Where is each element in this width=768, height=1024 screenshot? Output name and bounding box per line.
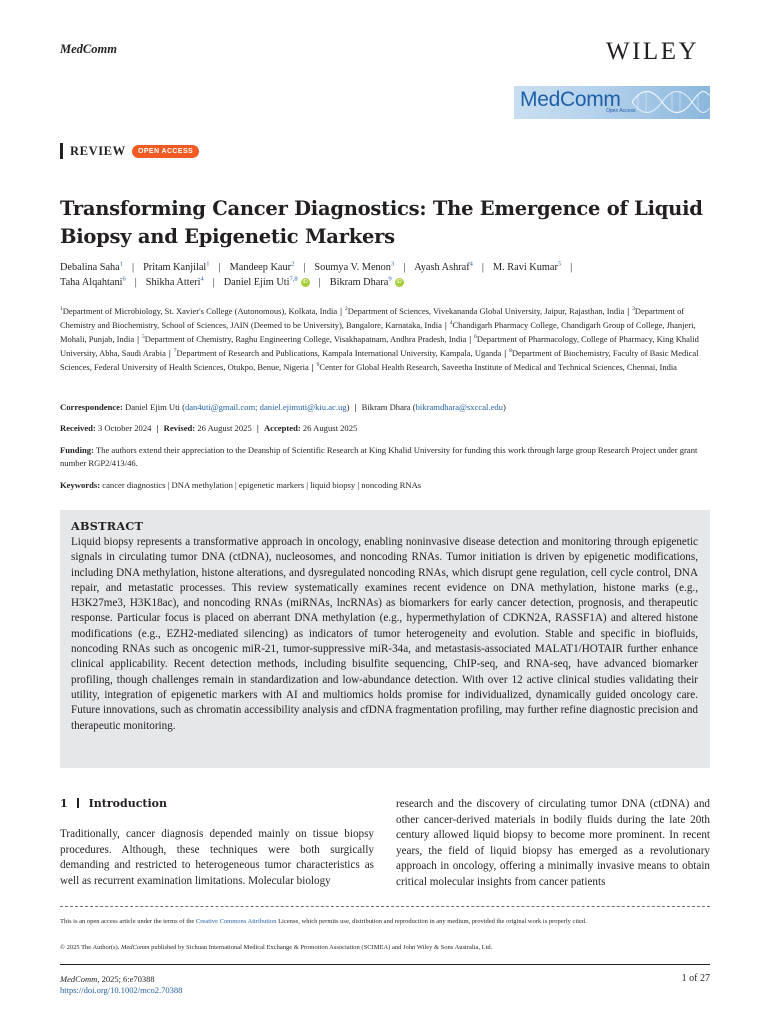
author-list-line-2 [60, 277, 720, 288]
keyword-separator: | [232, 480, 239, 490]
funding-label: Funding: [60, 445, 94, 455]
affiliation-item [317, 362, 677, 372]
revised-date: 26 August 2025 [197, 423, 252, 433]
section-number: 1 [60, 797, 68, 810]
copyright-journal: MedComm [120, 944, 150, 951]
keywords-label: Keywords: [60, 480, 101, 490]
affiliations [60, 305, 710, 375]
author-separator: | [403, 262, 406, 273]
abstract-heading: ABSTRACT [71, 519, 144, 533]
citation [60, 974, 155, 986]
author-separator: | [318, 277, 321, 288]
journal-logo[interactable] [514, 86, 710, 119]
correspondence-name-2: Bikram Dhara [361, 402, 411, 412]
affiliation-text: Department of Research and Publications, Kampala International University, Kampala, Uganda [176, 347, 502, 358]
correspondence: Correspondence: Daniel Ejim Uti (dan4uti@gmail.com; daniel.ejimuti@kiu.ac.ug) | Bikram Dhara (bikramdhara@sxccal.edu) [60, 402, 506, 412]
author[interactable] [414, 262, 473, 273]
section-divider [77, 798, 79, 808]
article-type-bar [60, 143, 63, 159]
footnote-divider [60, 906, 710, 907]
author-affiliation-ref: 6 [122, 275, 126, 283]
affiliation-separator: | [469, 333, 472, 344]
article-dates: Received: 3 October 2024 | Revised: 26 August 2025 | Accepted: 26 August 2025 [60, 423, 358, 433]
author-name: Mandeep Kaur [229, 262, 292, 273]
affiliation-item [345, 306, 624, 316]
journal-name: MedComm [60, 42, 117, 56]
affiliation-item [60, 306, 337, 316]
body-text-left-column: Traditionally, cancer diagnosis depended mainly on tissue biopsy procedures. Although, these techniques were both surgically demanding and restricted to heterogeneous tumor characteristics as well as recurrent examination limitations. Molecular biology [60, 828, 374, 887]
author-name: Shikha Atteri [145, 277, 201, 288]
received-date: 3 October 2024 [97, 423, 152, 433]
doi-link[interactable]: https://doi.org/10.1002/mco2.70388 [60, 985, 183, 995]
author-affiliation-ref: 4 [200, 275, 204, 283]
correspondence-name-1: Daniel Ejim Uti [125, 402, 180, 412]
affiliation-separator: | [627, 306, 630, 316]
author[interactable] [146, 277, 204, 288]
correspondence-email-2[interactable]: bikramdhara@sxccal.edu [415, 402, 503, 412]
abstract-text: Liquid biopsy represents a transformative approach in oncology, enabling noninvasive disease detection and monitoring through epigenetic signals in circulating tumor DNA (ctDNA), nucleosomes, and noncoding RNAs. Tumor initiation is driven by epigenetic modifications, including DNA methylation, histone alterations, and dysregulated noncoding RNAs, which disrupt gene regulation, cell cycle control, DNA repair, and metastatic processes. This review systematically examines recent evidence on DNA methylation, histone marks (e.g., H3K27me3, H3K18ac), and noncoding RNAs (miRNAs, lncRNAs) as biomarkers for early cancer detection, prognosis, and therapeutic response. Particular focus is placed on aberrant DNA methylation (e.g., hypermethylation of CDKN2A, RASSF1A) and altered histone modifications (e.g., EZH2-mediated silencing) as indicators of tumor heterogeneity and evolution. Stable and specific in biofluids, noncoding RNAs such as oncogenic miR-21, tumor-suppressive miR-34a, and metastasis-associated MALAT1/HOTAIR further enhance clinical applicability. Recent detection methods, including bisulfite sequencing, ChIP-seq, and RNA-seq, have advanced biomarker profiling, though challenges remain in standardization and low-abundance detection. With over 12 active clinical studies validating their utility, integration of epigenetic markers with AI and multiomics holds promise for individualized, dynamically guided oncology care. Future innovations, such as chromatin accessibility analysis and cfDNA fragmentation profiling, may further refine diagnostic precision and therapeutic monitoring. [71, 536, 698, 732]
article-title: Transforming Cancer Diagnostics: The Emergence of Liquid Biopsy and Epigenetic Markers [60, 197, 703, 248]
author-affiliation-ref: 7,8 [289, 275, 298, 283]
keyword[interactable]: cancer diagnostics [102, 480, 166, 490]
author-name: M. Ravi Kumar [492, 262, 558, 273]
license-text-post: License, which permits use, distribution and reproduction in any medium, provided the original work is properly cited. [276, 918, 587, 925]
keyword-separator: | [165, 480, 172, 490]
author-separator: | [132, 262, 135, 273]
author-separator: | [218, 262, 221, 273]
affiliation-separator: | [504, 347, 507, 358]
author-affiliation-ref: 9 [388, 275, 392, 283]
section-title: Introduction [88, 797, 167, 810]
dna-helix-icon [632, 86, 710, 119]
author[interactable] [230, 262, 295, 273]
correspondence-label: Correspondence: [60, 402, 123, 412]
keywords [60, 479, 710, 492]
footer-divider [60, 964, 710, 965]
revised-label: Revised: [163, 423, 196, 433]
publisher-logo[interactable]: WILEY [606, 38, 700, 65]
author-name: Bikram Dhara [329, 277, 389, 288]
keyword-list [102, 480, 421, 490]
journal-logo-text: MedComm [520, 88, 621, 111]
article-type: REVIEW [70, 144, 126, 158]
author-affiliation-ref: 4 [469, 260, 473, 268]
author-name: Soumya V. Menon [314, 262, 391, 273]
affiliation-number: 1 [60, 306, 63, 313]
author[interactable] [314, 262, 394, 273]
author-separator: | [212, 277, 215, 288]
affiliation-separator: | [168, 347, 171, 358]
section-heading [60, 797, 167, 810]
citation-volume: , 2025; 6:e70388 [97, 974, 155, 984]
accepted-date: 26 August 2025 [302, 423, 358, 433]
copyright-pre: © 2025 The Author(s). [60, 944, 121, 951]
funding [60, 444, 710, 470]
keyword-separator: | [304, 480, 311, 490]
affiliation-text: Chandigarh Pharmacy College, Chandigarh Group of College, Jhanjeri, Mohali, Punjab, India [60, 319, 696, 344]
affiliation-number: 5 [142, 333, 145, 340]
citation-journal: MedComm [60, 974, 98, 984]
license-link[interactable]: Creative Commons Attribution [195, 918, 277, 925]
orcid-icon[interactable]: iD [302, 279, 308, 286]
orcid-icon[interactable]: iD [396, 279, 402, 286]
affiliation-separator: | [340, 306, 342, 316]
author-name: Daniel Ejim Uti [223, 277, 290, 288]
author[interactable] [493, 262, 561, 273]
affiliation-text: Department of Sciences, Vivekananda Global University, Jaipur, Rajasthan, India [347, 306, 625, 316]
affiliation-text: Department of Biochemistry, Faculty of Basic Medical Sciences, Federal University of Health Sciences, Otukpo, Benue, Nigeria [60, 347, 699, 372]
author[interactable] [143, 262, 209, 273]
author-affiliation-ref: 5 [557, 260, 562, 268]
page-number: 1 of 27 [681, 973, 710, 984]
affiliation-number: 4 [449, 320, 453, 327]
affiliation-number: 2 [344, 306, 348, 313]
author-affiliation-ref: 1 [206, 260, 210, 268]
journal-logo-subtext: Open Access [606, 108, 636, 114]
author-name: Taha Alqahtani [60, 277, 123, 288]
affiliation-separator: | [311, 361, 314, 372]
keyword[interactable]: DNA methylation [171, 480, 233, 490]
affiliation-text: Department of Pharmacology, College of Pharmacy, King Khalid University, Abha, Saudi Arabia [60, 333, 699, 358]
affiliation-number: 6 [474, 333, 477, 340]
author[interactable] [60, 277, 126, 288]
affiliation-item [174, 348, 501, 358]
author-affiliation-ref: 3 [390, 260, 395, 268]
author-name: Pritam Kanjilal [143, 262, 207, 273]
affiliation-number: 7 [173, 347, 177, 354]
license-note [60, 916, 710, 927]
accepted-label: Accepted: [263, 423, 301, 433]
author-name: Debalina Saha [60, 262, 120, 273]
received-label: Received: [60, 423, 96, 433]
affiliation-number: 8 [509, 347, 512, 354]
author-name: Ayash Ashraf [414, 262, 470, 273]
affiliation-text: Department of Microbiology, St. Xavier's College (Autonomous), Kolkata, India [62, 306, 338, 316]
author[interactable] [330, 277, 404, 288]
author-separator: | [134, 277, 137, 288]
open-access-badge: OPEN ACCESS [132, 145, 199, 158]
affiliation-number: 9 [316, 361, 320, 368]
keyword[interactable]: liquid biopsy [310, 480, 356, 490]
body-text-right-column: research and the discovery of circulating tumor DNA (ctDNA) and other cancer-derived materials in bodily fluids during the late 20th century allowed liquid biopsy to become more prominent. In recent years, the field of liquid biopsy has emerged as a revolutionary approach in oncology, offering a minimally invasive means to obtain critical molecular insights from cancer patients [396, 798, 710, 888]
author[interactable] [60, 262, 123, 273]
keyword-separator: | [355, 480, 362, 490]
copyright-note [60, 942, 710, 953]
author-separator: | [570, 262, 573, 273]
copyright-post: published by Sichuan International Medical Exchange & Promotion Association (SCIMEA) and John Wiley & Sons Australia, Ltd. [149, 944, 493, 951]
author-separator: | [481, 262, 484, 273]
affiliation-number: 3 [632, 306, 635, 313]
funding-text: The authors extend their appreciation to the Deanship of Scientific Research at King Khalid University for funding this work through large group Research Project under grant number RGP2/413/46. [60, 445, 698, 468]
keyword[interactable]: epigenetic markers [238, 480, 305, 490]
author-list-line-1 [60, 262, 720, 273]
license-text-pre: This is an open access article under the terms of the [60, 918, 196, 925]
correspondence-email-1[interactable]: dan4uti@gmail.com; daniel.ejimuti@kiu.ac.ug [184, 402, 347, 412]
author-separator: | [303, 262, 306, 273]
keyword[interactable]: noncoding RNAs [361, 480, 422, 490]
affiliation-separator: | [137, 333, 140, 344]
author-affiliation-ref: 1 [119, 260, 124, 268]
affiliation-item [142, 334, 466, 344]
affiliation-text: Department of Chemistry, Raghu Engineering College, Visakhapatnam, Andhra Pradesh, India [144, 333, 467, 344]
affiliation-text: Center for Global Health Research, Saveetha Institute of Medical and Technical Sciences, Chennai, India [319, 361, 677, 372]
affiliation-text: Department of Chemistry and Biochemistry, School of Sciences, JAIN (Deemed to be University), Bangalore, Karnataka, India [60, 306, 685, 330]
author-affiliation-ref: 2 [291, 260, 295, 268]
author[interactable] [224, 277, 310, 288]
affiliation-separator: | [444, 319, 447, 330]
